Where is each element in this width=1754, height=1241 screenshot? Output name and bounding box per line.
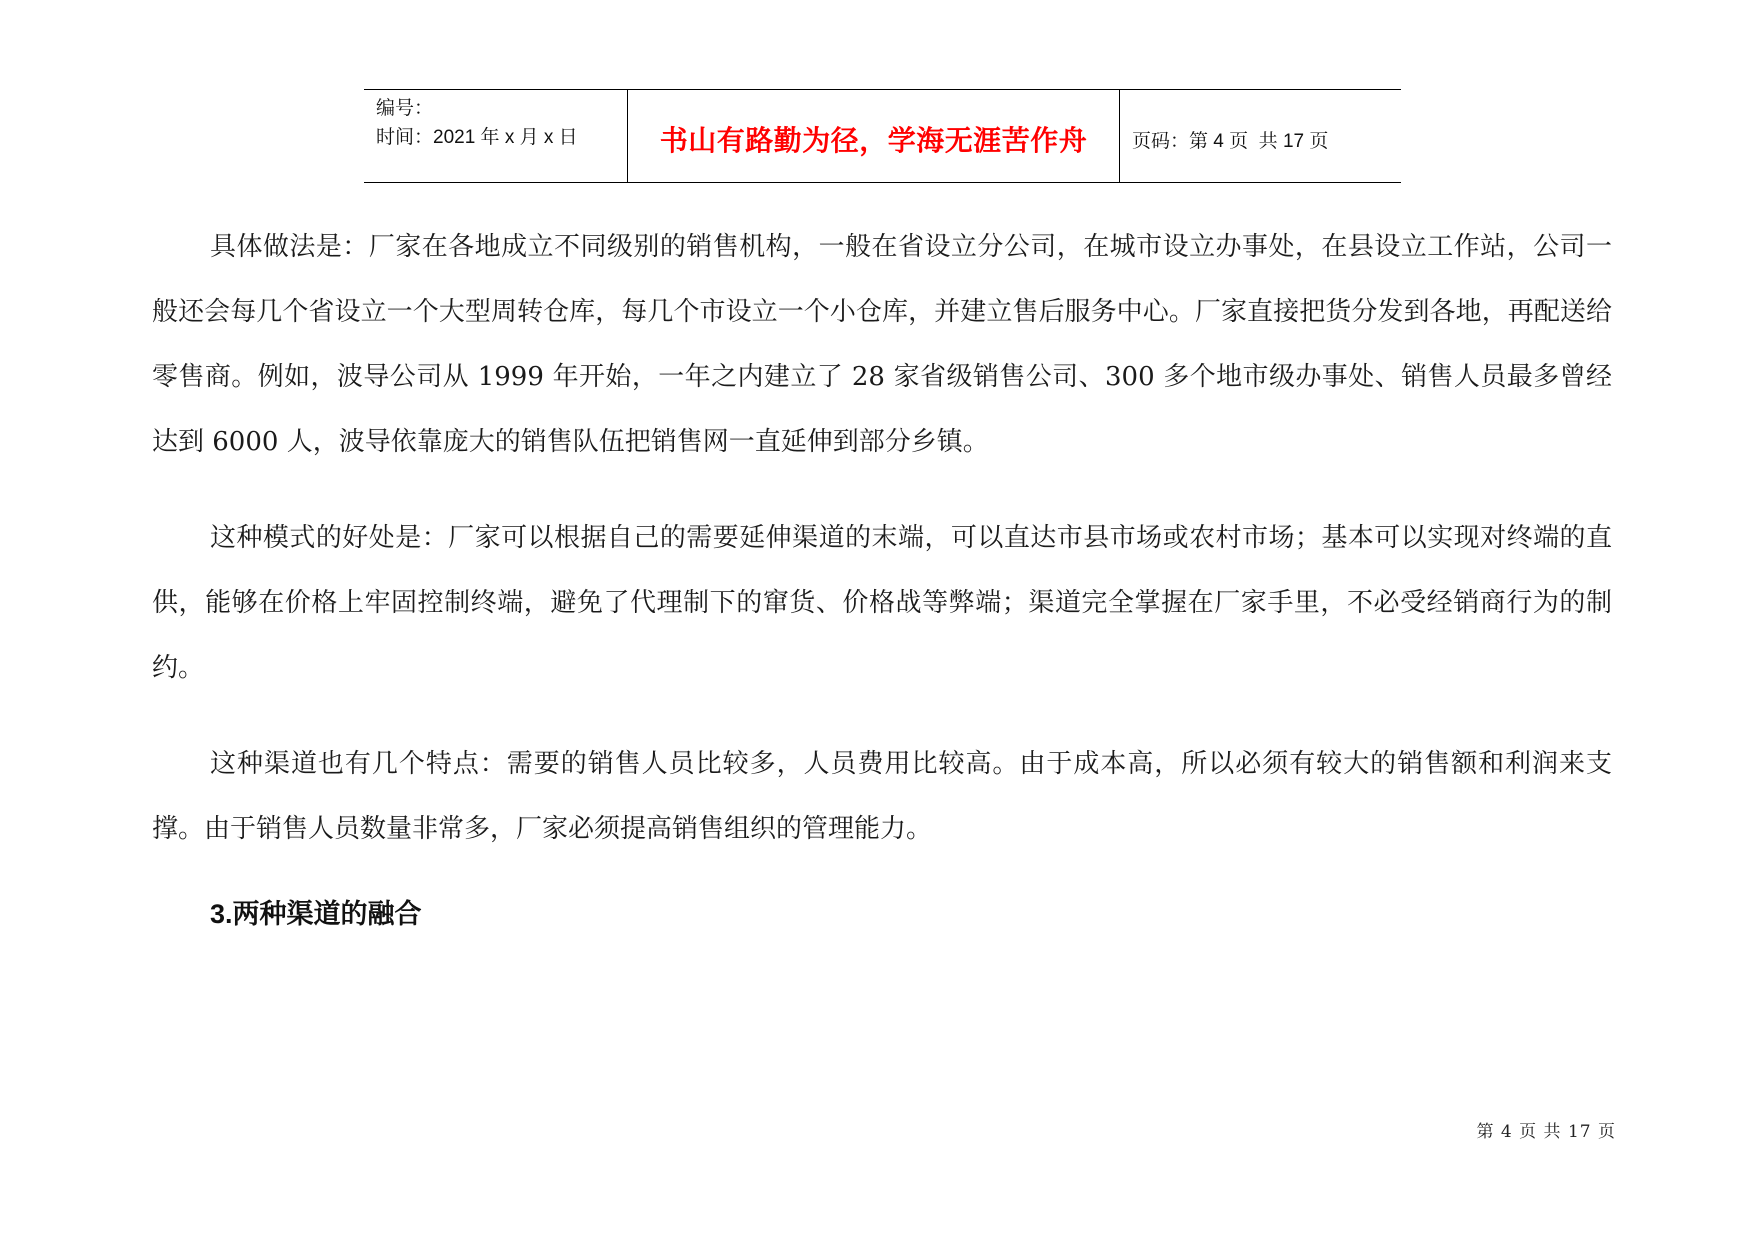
body-content [152, 215, 1612, 862]
header-page-code: 页码：第 4 页 共 17 页 [1132, 130, 1329, 152]
header-meta-cell [364, 90, 628, 182]
section-heading: 3.两种渠道的融合 [210, 899, 422, 929]
document-time: 时间：2021 年 x 月 x 日 [376, 127, 578, 148]
paragraph-characteristics: 这种渠道也有几个特点：需要的销售人员比较多，人员费用比较高。由于成本高，所以必须有较大的销售额和利润来支撑。由于销售人员数量非常多，厂家必须提高销售组织的管理能力。 [152, 749, 1612, 844]
paragraph-practice: 具体做法是：厂家在各地成立不同级别的销售机构，一般在省设立分公司，在城市设立办事处，在县设立工作站，公司一般还会每几个省设立一个大型周转仓库，每几个市设立一个小仓库，并建立售后服务中心。厂家直接把货分发到各地，再配送给零售商。例如，波导公司从 1999 年开始，一年之内建立了 28 家省级销售公司、300 多个地市级办事处、销售人员最多曾经达到 6000 人，波导依靠庞大的销售队伍把销售网一直延伸到部分乡镇。 [152, 232, 1612, 457]
paragraph-advantages: 这种模式的好处是：厂家可以根据自己的需要延伸渠道的末端，可以直达市县市场或农村市场；基本可以实现对终端的直供，能够在价格上牢固控制终端，避免了代理制下的窜货、价格战等弊端；渠道完全掌握在厂家手里，不必受经销商行为的制约。 [152, 523, 1612, 683]
header-table [364, 89, 1401, 183]
page-footer: 第 4 页 共 17 页 [1476, 1122, 1616, 1142]
document-number-label: 编号： [376, 98, 434, 119]
header-motto: 书山有路勤为径，学海无涯苦作舟 [628, 90, 1120, 182]
